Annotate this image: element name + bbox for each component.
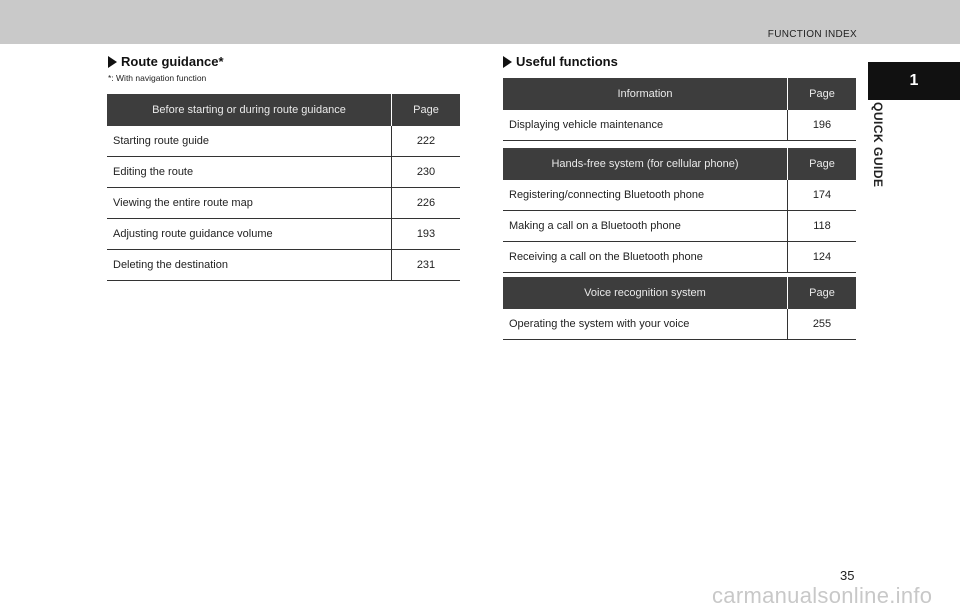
useful-functions-heading-text: Useful functions — [516, 54, 618, 69]
row-page[interactable]: 174 — [788, 180, 857, 211]
table-row[interactable] — [503, 211, 856, 242]
column-header-function: Hands-free system (for cellular phone) — [503, 148, 788, 180]
row-label: Viewing the entire route map — [107, 188, 392, 219]
row-label: Starting route guide — [107, 126, 392, 157]
section-title: FUNCTION INDEX — [767, 29, 857, 40]
column-header-function: Voice recognition system — [503, 277, 788, 309]
column-header-function: Information — [503, 78, 788, 110]
chapter-label: QUICK GUIDE — [871, 102, 885, 188]
watermark: carmanualsonline.info — [712, 583, 933, 608]
row-page[interactable]: 255 — [788, 309, 857, 340]
route-guidance-table — [107, 94, 460, 281]
chapter-tab: 1 — [868, 62, 960, 100]
table-header-row — [503, 277, 856, 309]
table-row[interactable] — [107, 188, 460, 219]
table-row[interactable] — [107, 157, 460, 188]
row-page[interactable]: 196 — [788, 110, 857, 141]
row-page[interactable]: 124 — [788, 242, 857, 273]
table-row[interactable] — [503, 242, 856, 273]
route-guidance-heading-text: Route guidance* — [121, 54, 224, 69]
column-header-page: Page — [788, 78, 857, 110]
row-label: Editing the route — [107, 157, 392, 188]
row-label: Deleting the destination — [107, 250, 392, 281]
route-guidance-heading — [108, 54, 224, 69]
table-header-row — [503, 78, 856, 110]
row-page[interactable]: 193 — [392, 219, 461, 250]
triangle-bullet-icon — [503, 56, 512, 68]
table-row[interactable] — [107, 126, 460, 157]
footnote: *: With navigation function — [108, 73, 207, 83]
information-table — [503, 78, 856, 141]
row-label: Operating the system with your voice — [503, 309, 788, 340]
row-page[interactable]: 231 — [392, 250, 461, 281]
table-header-row — [503, 148, 856, 180]
table-row[interactable] — [503, 110, 856, 141]
row-label: Registering/connecting Bluetooth phone — [503, 180, 788, 211]
row-page[interactable]: 118 — [788, 211, 857, 242]
table-header-row — [107, 94, 460, 126]
table-row[interactable] — [503, 309, 856, 340]
row-page[interactable]: 230 — [392, 157, 461, 188]
column-header-page: Page — [788, 277, 857, 309]
voice-recognition-table — [503, 277, 856, 340]
row-page[interactable]: 222 — [392, 126, 461, 157]
table-row[interactable] — [503, 180, 856, 211]
row-label: Making a call on a Bluetooth phone — [503, 211, 788, 242]
page-number: 35 — [840, 568, 855, 583]
row-label: Adjusting route guidance volume — [107, 219, 392, 250]
column-header-page: Page — [788, 148, 857, 180]
table-row[interactable] — [107, 250, 460, 281]
row-label: Displaying vehicle maintenance — [503, 110, 788, 141]
useful-functions-heading — [503, 54, 618, 69]
table-row[interactable] — [107, 219, 460, 250]
column-header-page: Page — [392, 94, 461, 126]
column-header-function: Before starting or during route guidance — [107, 94, 392, 126]
row-label: Receiving a call on the Bluetooth phone — [503, 242, 788, 273]
triangle-bullet-icon — [108, 56, 117, 68]
row-page[interactable]: 226 — [392, 188, 461, 219]
hands-free-table — [503, 148, 856, 273]
